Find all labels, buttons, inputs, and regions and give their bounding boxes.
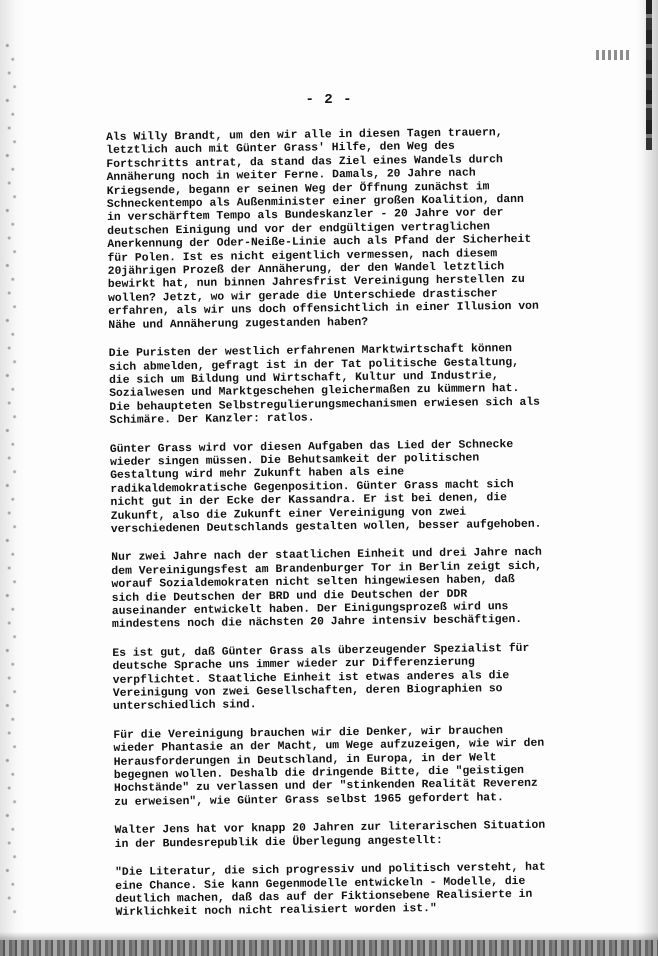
text-line: in verschärftem Tempo als Bundeskanzler - 20 Jahre vor der	[106, 207, 504, 225]
text-line: zu erweisen", wie Günter Grass selbst 1965 gefordert hat.	[114, 792, 504, 809]
text-line: auseinander entwickelt haben. Der Einigungsprozeß wird uns	[111, 601, 509, 618]
text-line: "Die Literatur, die sich progressiv und politisch versteht, hat	[114, 861, 546, 880]
document-body	[106, 126, 594, 935]
paragraph-3	[110, 438, 589, 538]
page-number: - 2 -	[305, 92, 353, 108]
text-line: mindestens noch die nächsten 20 Jahre intensiv beschäftigen.	[111, 614, 523, 632]
paragraph-5	[112, 642, 591, 715]
text-line: Schneckentempo als Außenminister einer großen Koalition, dann	[106, 193, 524, 212]
text-line: erfahren, als wir uns doch offensichtlich in einer Illusion von	[108, 301, 539, 319]
paragraph-8	[115, 861, 594, 920]
text-line: Günter Grass wird vor diesen Aufgaben das Lied der Schnecke	[109, 438, 514, 456]
paragraph-4	[111, 547, 590, 633]
text-line: 20jährigen Prozeß der Annäherung, der den Wandel letztlich	[107, 261, 505, 279]
text-line: radikaldemokratische Gegenposition. Günter Grass macht sich	[110, 478, 514, 496]
text-line: bewirkt hat, nun binnen Jahresfrist Vereinigung herstellen zu	[107, 274, 525, 292]
text-line: eine Chance. Sie kann Gegenmodelle entwickeln - Modelle, die	[115, 875, 526, 893]
text-line: Anerkennung der Oder-Neiße-Linie auch als Pfand der Sicherheit	[107, 234, 532, 252]
text-line: sich die Deutschen der BRD und die Deutschen der DDR	[111, 588, 468, 605]
text-line: letztlich auch mit Günter Grass' Hilfe, den Weg des	[106, 141, 455, 158]
text-line: verpflichtet. Staatliche Einheit ist etwas anderes als die	[112, 669, 510, 687]
paragraph-2	[109, 342, 588, 428]
text-line: Gestaltung wird mehr Zukunft haben als eine	[110, 466, 405, 483]
text-line: begegnen wollen. Deshalb die dringende Bitte, die "geistigen	[113, 765, 525, 783]
text-line: Die behaupteten Selbstregulierungsmechanismen erwiesen sich als	[109, 396, 541, 414]
text-line: wollen? Jetzt, wo wir gerade die Unterschiede drastischer	[107, 288, 498, 305]
text-line: deutlich machen, daß das auf der Fiktionsebene Realisierte in	[115, 888, 533, 906]
text-line: Als Willy Brandt, um den wir alle in diesen Tagen trauern,	[106, 127, 503, 144]
paragraph-7	[114, 819, 592, 852]
text-line: Sozialwesen und Marktgeschehen gleichermaßen zu kümmern hat.	[109, 383, 520, 401]
text-line: Herausforderungen in Deutschland, in Europa, in der Welt	[113, 751, 497, 769]
text-line: sich abmelden, gefragt ist in der Tat politische Gestaltung,	[108, 356, 520, 374]
text-line: nicht gut in der Ecke der Kassandra. Er ist bei denen, die	[110, 492, 508, 510]
scan-bottom-shadow	[0, 932, 658, 940]
text-line: worauf Sozialdemokraten nicht selten hingewiesen haben, daß	[111, 574, 515, 592]
paragraph-6	[113, 724, 592, 810]
text-line: Es ist gut, daß Günter Grass als überzeugender Spezialist für	[112, 642, 530, 660]
text-line: die sich um Bildung und Wirtschaft, Kultur und Industrie,	[108, 370, 499, 387]
text-line: dem Vereinigungsfest am Brandenburger Tor in Berlin zeigt sich,	[111, 560, 543, 578]
text-line: Vereinigung von zwei Gesellschaften, deren Biographien so	[112, 683, 503, 700]
text-line: deutsche Sprache uns immer wieder zur Differenzierung	[112, 656, 475, 674]
text-line: wieder Phantasie an der Macht, um Wege aufzuzeigen, wie wir den	[113, 737, 545, 756]
text-line: Walter Jens hat vor knapp 20 Jahren zur literarischen Situation	[114, 819, 546, 838]
text-line: verschiedenen Deutschlands gestalten wollen, besser aufgehoben.	[110, 518, 542, 536]
text-line: Kriegsende, begann er seinen Weg der Öffnung zunächst im	[106, 180, 490, 198]
scan-specks-left	[2, 40, 20, 920]
scan-bottom-edge	[0, 940, 658, 956]
text-line: Die Puristen der westlich erfahrenen Marktwirtschaft können	[108, 343, 513, 361]
text-line: Schimäre. Der Kanzler: ratlos.	[109, 412, 315, 428]
paragraph-1	[106, 126, 586, 333]
text-line: für Polen. Ist es nicht eigentlich vermessen, nach diesem	[107, 247, 498, 265]
text-line: Hochstände" zu verlassen und der "stinkenden Realität Reverenz	[113, 778, 538, 796]
text-line: Fortschritts antrat, da stand das Ziel eines Wandels durch	[106, 153, 503, 171]
scan-mark-topright	[596, 50, 632, 60]
text-line: Für die Vereinigung brauchen wir die Denker, wir brauchen	[113, 725, 504, 742]
text-line: in der Bundesrepublik die Überlegung angestellt:	[114, 834, 443, 851]
text-line: Annäherung noch in weiter Ferne. Damals, 20 Jahre nach	[106, 167, 476, 185]
text-line: wieder singen müssen. Die Behutsamkeit der politischen	[109, 452, 480, 469]
text-line: Wirklichkeit noch nicht realisiert worden ist."	[115, 903, 437, 920]
text-line: unterschiedlich sind.	[112, 699, 257, 714]
text-line: Nur zwei Jahre nach der staatlichen Einheit und drei Jahre nach	[111, 547, 542, 565]
scan-binding-bar	[646, 0, 652, 150]
text-line: Zukunft, also die Zukunft einer Vereinigung von zwei	[110, 506, 467, 523]
text-line: deutschen Einigung und vor der endgültigen vertraglichen	[107, 221, 491, 238]
text-line: Nähe und Annäherung zugestanden haben?	[108, 316, 369, 332]
